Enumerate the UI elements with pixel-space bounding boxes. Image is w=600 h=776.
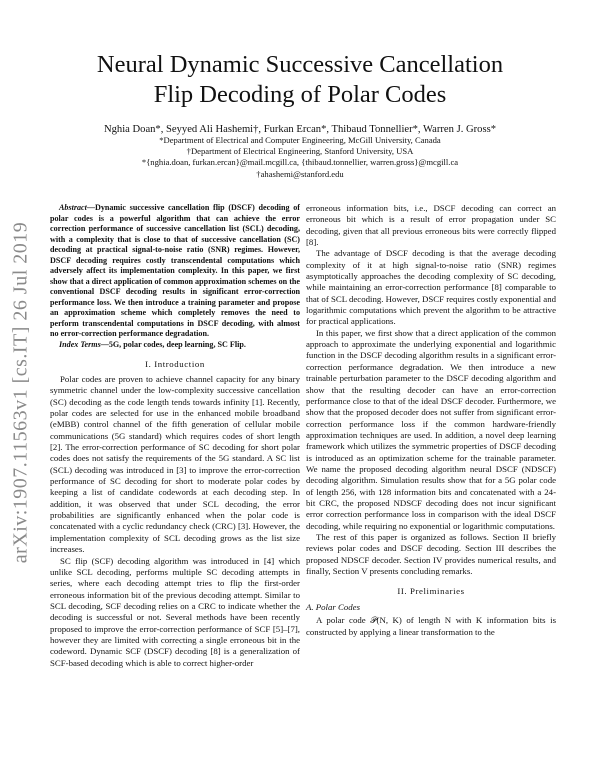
affiliation-emails-2: †ahashemi@stanford.edu	[256, 168, 344, 179]
index-terms	[50, 340, 300, 351]
section-heading-introduction: I. Introduction	[145, 359, 205, 369]
paper-title	[44, 50, 556, 110]
abstract-label: Abstract	[59, 203, 87, 212]
affiliation-1: *Department of Electrical and Computer Engineering, McGill University, Canada	[159, 135, 441, 145]
intro-paragraph-1: Polar codes are proven to achieve channel capacity for any binary symmetric channel under the low-complexity successive cancellation (SC) decoding as the code length tends towards infinity [1]. Recently, polar codes are selected for use in the enhanced mobile broadband (eMBB) control channel of the fifth generation of cellular mobile communications (5G standard) which requires codes of short length [2]. The error-correction performance of SC decoding for short polar codes does not satisfy the requirements of the 5G standard. A SC list (SCL) decoding was introduced in [3] to improve the error-correction performance of SC decoding for short to moderate polar codes by keeping a list of candidate codewords at each decoding step. In addition, it was observed that under SCL decoding, the error probabilities are significantly enhanced when the polar code is concatenated with a cyclic redundancy check (CRC) [3]. However, the implementation complexity of SCL decoding grows as the list size increases.	[50, 374, 300, 555]
title-line-1: Neural Dynamic Successive Cancellation	[96, 51, 504, 78]
polar-codes-paragraph: A polar code 𝒫(N, K) of length N with K information bits is constructed by applying a linear transformation to the	[306, 615, 556, 637]
abstract	[50, 203, 300, 340]
paper-header	[44, 50, 556, 180]
right-paragraph-1: erroneous information bits, i.e., DSCF decoding can correct an erroneous bit which is a result of error propagation under SC decoding, given that all previous erroneous bits were correctly flipped [8].	[306, 203, 556, 248]
right-paragraph-3: In this paper, we first show that a direct application of the common approach to approximate the underlying exponential and logarithmic function in the DSCF decoding algorithm results in a significant error-correction performance degradation. We then introduce a new trainable perturbation parameter to the DSCF decoding algorithm and show that the resulting decoder can have an error-correction performance close to that of the ideal DSCF decoder. Furthermore, we show that the proposed decoder does not suffer from significant error-correction performance loss if the common hardware-friendly approximation techniques are used. In addition, a novel deep learning framework which utilizes the symmetric properties of DSCF decoding is introduced as an optimization scheme for the trainable parameter. We name the proposed decoding algorithm neural DSCF (NDSCF) decoding algorithm. Simulation results show that for a 5G polar code of length 256, with 128 information bits and concatenated with a 24-bit CRC, the proposed NDSCF decoding does not incur significant error correction performance loss in comparison with the ideal DSCF decoding, while requiring no exponential or logarithmic computations.	[306, 327, 556, 531]
index-terms-text: —5G, polar codes, deep learning, SC Flip.	[100, 339, 246, 349]
intro-paragraph-2: SC flip (SCF) decoding algorithm was introduced in [4] which unlike SCL decoding, performs multiple SC decoding attempts in series, where each decoding attempt tries to flip the first-order erroneous information bit of the previous decoding attempt. Similar to SCL decoding, SCF decoding relies on a CRC to indicate whether the decoding is successful or not. Several methods have been recently proposed to improve the error-correction performance of SCF [5]–[7], however they are limited with correcting a single erroneous bit in the codeword. Dynamic SCF (DSCF) decoding [8] is a generalization of SCF-based decoding which is able to correct higher-order	[50, 555, 300, 668]
arxiv-identifier	[6, 222, 36, 562]
author-list: Nghia Doan*, Seyyed Ali Hashemi†, Furkan Ercan*, Thibaud Tonnellier*, Warren J. Gross*	[103, 124, 497, 135]
arxiv-identifier-text: arXiv:1907.11563v1 [cs.IT] 26 Jul 2019	[9, 221, 32, 563]
abstract-text: —Dynamic successive cancellation flip (DSCF) decoding of polar codes is a powerful algorithm that can achieve the error correction performance of successive cancellation list (SCL) decoding, with a complexity that is close to that of successive cancellation (SC) decoding at practical signal-to-noise ratio (SNR) regimes. However, DSCF decoding requires costly transcendental computations which adversely affect its implementation complexity. In this paper, we first show that a direct application of common approximation schemes on the conventional DSCF decoding results in significant error-correction performance loss. We then introduce a training parameter and propose an approximation scheme which completely removes the need to perform transcendental computations in DSCF decoding, with almost no error-correction performance degradation.	[50, 203, 300, 338]
left-column	[50, 203, 300, 669]
index-terms-label: Index Terms	[59, 339, 101, 349]
title-line-2: Flip Decoding of Polar Codes	[153, 81, 447, 108]
right-paragraph-4: The rest of this paper is organized as follows. Section II briefly reviews polar codes and DSCF decoding. Section III describes the proposed NDSCF decoder. Section IV provides numerical results, and finally, Section V presents concluding remarks.	[306, 531, 556, 576]
right-column	[306, 203, 556, 638]
section-heading-preliminaries: II. Preliminaries	[397, 586, 465, 597]
subsection-heading-polar-codes: A. Polar Codes	[306, 602, 361, 613]
affiliation-emails-1: *{nghia.doan, furkan.ercan}@mail.mcgill.ca, {thibaud.tonnellier, warren.gross}@mcgill.ca	[141, 157, 459, 168]
affiliation-2: †Department of Electrical Engineering, Stanford University, USA	[186, 146, 414, 157]
right-paragraph-2: The advantage of DSCF decoding is that the average decoding complexity of it at high signal-to-noise ratio (SNR) regimes asymptotically approaches the decoding complexity of SC decoding, while maintaining an error-correction performance [8] comparable to that of SCL decoding. However, DSCF requires costly exponential and logarithmic computations which prevent the algorithm to be attractive for practical applications.	[306, 248, 556, 327]
